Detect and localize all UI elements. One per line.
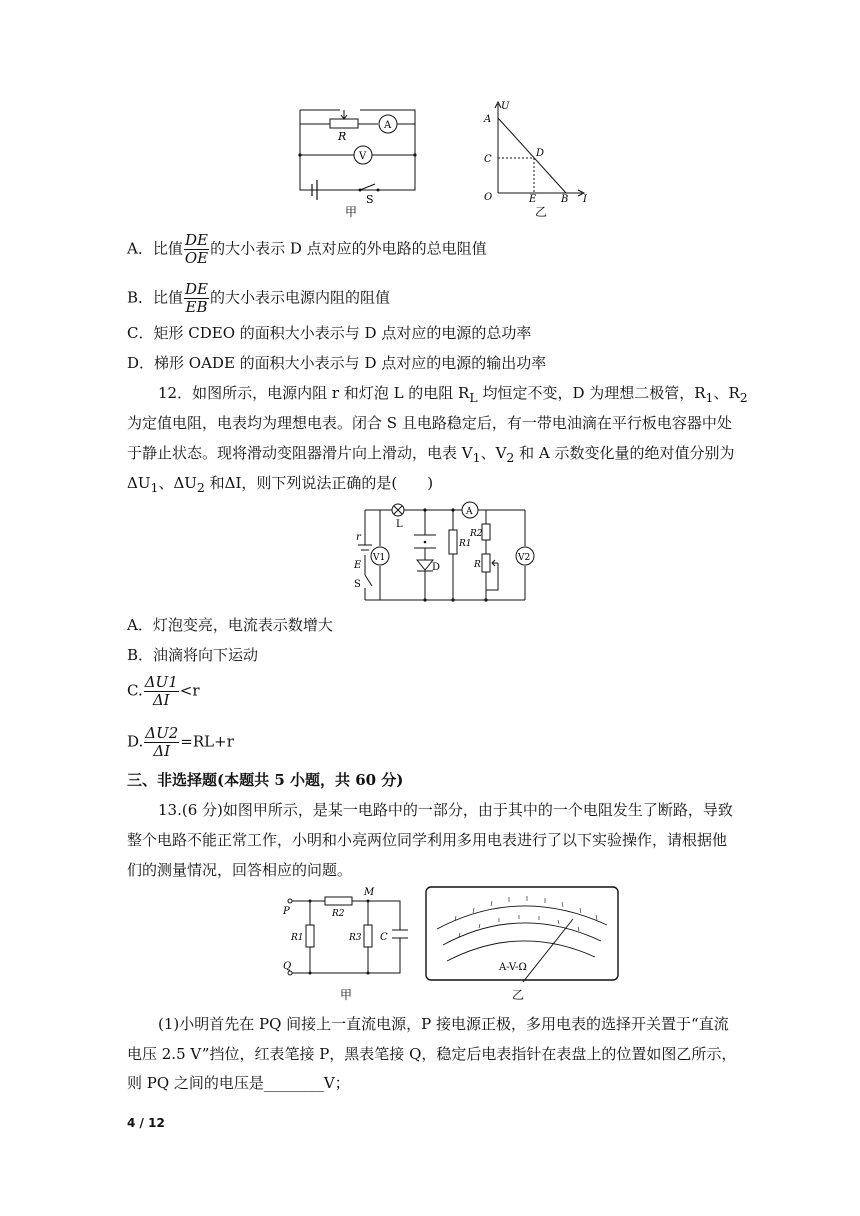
q13-label-q: Q [283,961,292,972]
q13-meter-label: A-V-Ω [499,962,527,973]
q13-jia-caption: 甲 [340,988,353,1002]
q12-stem-line3: 于静止状态。现将滑动变阻器滑片向上滑动，电表 $V_1$、$V_2$ 和 A 示数变化量的绝对值分别为 [127,444,735,465]
fig-jia-label-r: R [338,130,347,143]
q13-figure-jia-circuit [280,885,410,980]
q13-part1-line3: 则 PQ 之间的电压是________V； [127,1074,350,1092]
q12-label-e: E [354,560,362,571]
q12-stem-line2: 为定值电阻，电表均为理想电表。闭合 S 且电路稳定后，有一带电油滴在平行板电容器中处 [127,414,732,432]
q13-stem-line3: 们的测量情况，回答相应的问题。 [127,861,353,879]
q12-label-r-internal: r [356,532,361,543]
q12-label-r: R [474,560,481,570]
fig-yi-label-o: O [484,192,493,203]
q12-circuit-figure [350,500,540,605]
fig-yi-label-i: I [583,194,587,205]
fig-yi-label-a: A [484,114,492,125]
q13-label-p: P [283,906,290,917]
fig-yi-label-u: U [501,101,510,112]
q12-option-d: D. $\frac{\Delta U2}{\Delta I}$ =RL+r [127,724,234,760]
q11-option-c: C．矩形 CDEO 的面积大小表示与 D 点对应的电源的总功率 [127,324,532,342]
q13-part1-line1: (1)小明首先在 PQ 间接上一直流电源，P 接电源正极，多用电表的选择开关置于“直流 [158,1015,729,1033]
q12-label-r2: R2 [470,529,483,539]
q12-option-c: C. $\frac{\Delta U1}{\Delta I}$ <r [127,673,200,709]
q13-part1-line2: 电压 2.5 V”挡位，红表笔接 P，黑表笔接 Q，稳定后电表指针在表盘上的位置如图乙所示， [127,1045,737,1063]
q12-label-v2: V2 [518,553,531,563]
figure-yi-graph [480,98,595,208]
q12-label-v1: V1 [373,553,386,563]
q12-label-d: D [432,562,441,573]
page-number: 4 / 12 [127,1116,165,1130]
fig-yi-label-b: B [561,194,569,205]
q11-option-a: A．比值 $\frac{DE}{OE}$ 的大小表示 D 点对应的外电路的总电阻值 [127,231,487,267]
q12-label-l: L [396,519,403,530]
q13-stem-line1: 13.(6 分)如图甲所示，是某一电路中的一部分，由于其中的一个电阻发生了断路，导致 [158,801,733,819]
q13-label-c: C [380,932,388,943]
fig-yi-label-c: C [484,154,492,165]
fig-jia-label-s: S [366,193,374,205]
q12-label-s: S [354,579,361,590]
q12-stem-line1: 12．如图所示，电源内阻 r 和灯泡 L 的电阻 $R_L$ 均恒定不变，D 为理想二极管，$R_1$、$R_2$ [158,384,748,405]
fig-yi-label-d: D [536,148,545,159]
q11-option-b: B．比值 $\frac{DE}{EB}$ 的大小表示电源内阻的阻值 [127,280,391,316]
q12-option-b: B．油滴将向下运动 [127,646,259,664]
q13-stem-line2: 整个电路不能正常工作，小明和小亮两位同学利用多用电表进行了以下实验操作，请根据他 [127,831,728,849]
fig-yi-label-e: E [529,194,537,205]
fig-jia-label-v: V [359,151,367,162]
q12-label-a: A [466,507,473,517]
q13-yi-caption: 乙 [512,988,525,1002]
q12-option-a: A．灯泡变亮，电流表示数增大 [127,616,333,634]
q13-label-r2: R2 [332,909,345,919]
figure-jia-circuit [290,100,430,205]
q13-label-r1: R1 [291,933,304,943]
fig-jia-caption: 甲 [345,205,358,219]
q13-figure-yi-meter-dial [425,885,620,982]
q12-label-r1: R1 [459,539,472,549]
fig-jia-label-a: A [384,120,392,131]
q12-stem-line4: $\Delta U_1$、$\Delta U_2$ 和ΔI，则下列说法正确的是( ) [127,474,434,495]
section-3-heading: 三、非选择题(本题共 5 小题，共 60 分) [127,771,404,789]
fig-yi-caption: 乙 [535,205,548,219]
q11-option-d: D．梯形 OADE 的面积大小表示与 D 点对应的电源的输出功率 [127,354,547,372]
q13-label-r3: R3 [349,933,362,943]
q13-label-m: M [364,887,375,898]
